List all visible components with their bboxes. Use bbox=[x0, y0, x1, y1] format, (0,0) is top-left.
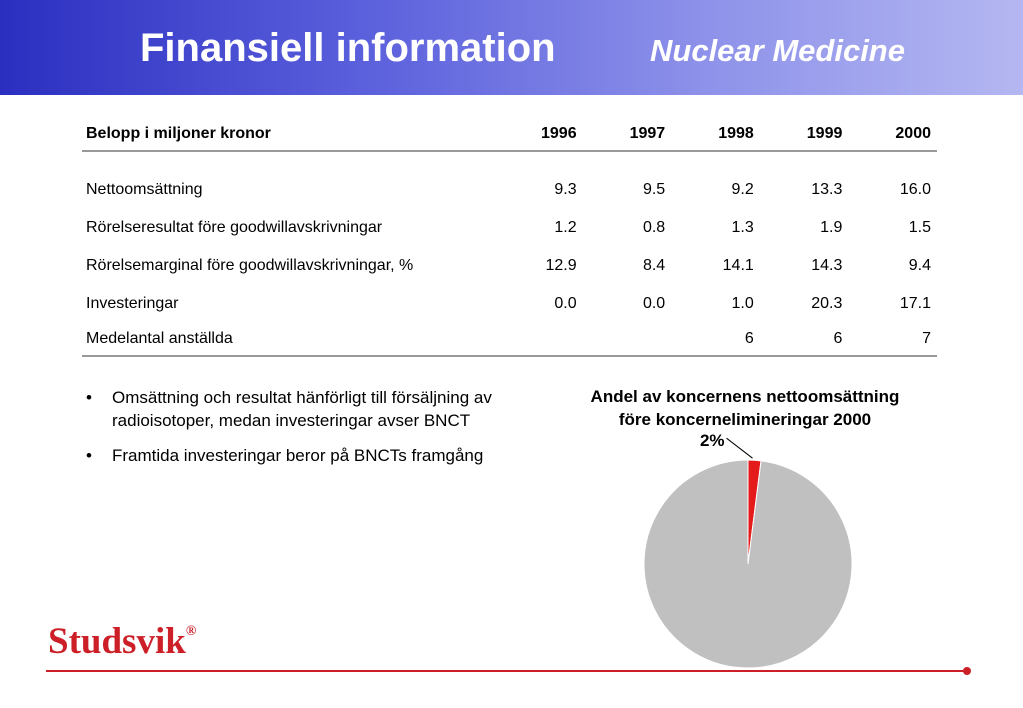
pie-chart bbox=[640, 430, 860, 670]
table-cell: 1.3 bbox=[731, 219, 754, 236]
logo-text: Studsvik bbox=[48, 621, 186, 662]
table-cell bbox=[494, 323, 583, 356]
table-cell: 0.0 bbox=[642, 295, 666, 312]
row-label: Investeringar bbox=[86, 295, 179, 312]
footer-divider-dot bbox=[963, 667, 971, 675]
bullet-dot: • bbox=[86, 446, 92, 465]
table-row bbox=[82, 285, 937, 323]
pie-slice bbox=[644, 460, 852, 668]
table-cell: 9.4 bbox=[908, 257, 931, 274]
table-cell: 1.0 bbox=[731, 295, 754, 312]
pie-slice-label: 2% bbox=[699, 431, 725, 451]
column-header-year: 2000 bbox=[895, 125, 931, 142]
table-row bbox=[82, 323, 937, 356]
table-cell: 8.4 bbox=[642, 257, 666, 274]
table-cell: 1.9 bbox=[820, 219, 843, 236]
table-cell: 17.1 bbox=[899, 295, 931, 312]
row-label: Medelantal anställda bbox=[82, 323, 494, 356]
pie-slices bbox=[644, 460, 852, 668]
table-cell: 7 bbox=[848, 323, 937, 356]
table-cell: 0.0 bbox=[554, 295, 577, 312]
column-header-year: 1999 bbox=[806, 125, 843, 142]
table-cell: 0.8 bbox=[642, 219, 666, 236]
table-cell: 14.3 bbox=[811, 257, 843, 274]
pie-label-leader-line bbox=[727, 438, 753, 458]
registered-mark: ® bbox=[185, 624, 197, 639]
column-header-year: 1996 bbox=[541, 125, 577, 142]
chart-title-line: före koncernelimineringar 2000 bbox=[618, 410, 872, 429]
table-cell: 14.1 bbox=[722, 257, 754, 274]
table-cell: 9.2 bbox=[731, 181, 754, 198]
bullet-item bbox=[82, 444, 502, 467]
bullet-dot: • bbox=[86, 388, 92, 407]
header-banner bbox=[0, 0, 1023, 95]
column-header-year: 1998 bbox=[718, 125, 754, 142]
table-cell: 9.5 bbox=[642, 181, 666, 198]
financial-table bbox=[82, 118, 937, 357]
table-cell: 1.2 bbox=[554, 219, 577, 236]
table-row bbox=[82, 209, 937, 247]
row-label: Nettoomsättning bbox=[86, 181, 203, 198]
table-row bbox=[82, 171, 937, 209]
row-label: Rörelsemarginal före goodwillavskrivningar, % bbox=[86, 257, 414, 274]
studsvik-logo bbox=[48, 620, 196, 663]
page-title: Finansiell information bbox=[140, 26, 556, 70]
table-cell: 9.3 bbox=[554, 181, 577, 198]
table-cell: 12.9 bbox=[545, 257, 577, 274]
page-subtitle: Nuclear Medicine bbox=[650, 33, 905, 68]
table-cell: 6 bbox=[760, 323, 849, 356]
chart-title bbox=[545, 385, 945, 431]
table-cell: 16.0 bbox=[899, 181, 931, 198]
bullet-text: Omsättning och resultat hänförligt till försäljning av radioisotoper, medan investeringar avser BNCT bbox=[112, 388, 492, 430]
bullet-list bbox=[82, 386, 502, 479]
table-cell: 6 bbox=[671, 323, 760, 356]
table-cell: 1.5 bbox=[908, 219, 931, 236]
bullet-item bbox=[82, 386, 502, 432]
bullet-text: Framtida investeringar beror på BNCTs framgång bbox=[112, 446, 484, 465]
table-cell: 20.3 bbox=[811, 295, 843, 312]
footer-divider bbox=[46, 670, 968, 672]
table-cell: 13.3 bbox=[811, 181, 843, 198]
table-row bbox=[82, 247, 937, 285]
chart-title-line: Andel av koncernens nettoomsättning bbox=[590, 387, 900, 406]
row-label: Rörelseresultat före goodwillavskrivningar bbox=[86, 219, 383, 236]
column-header-year: 1997 bbox=[629, 125, 666, 142]
table-cell bbox=[583, 323, 672, 356]
column-header-label: Belopp i miljoner kronor bbox=[86, 125, 271, 142]
table-header-row bbox=[82, 118, 937, 151]
